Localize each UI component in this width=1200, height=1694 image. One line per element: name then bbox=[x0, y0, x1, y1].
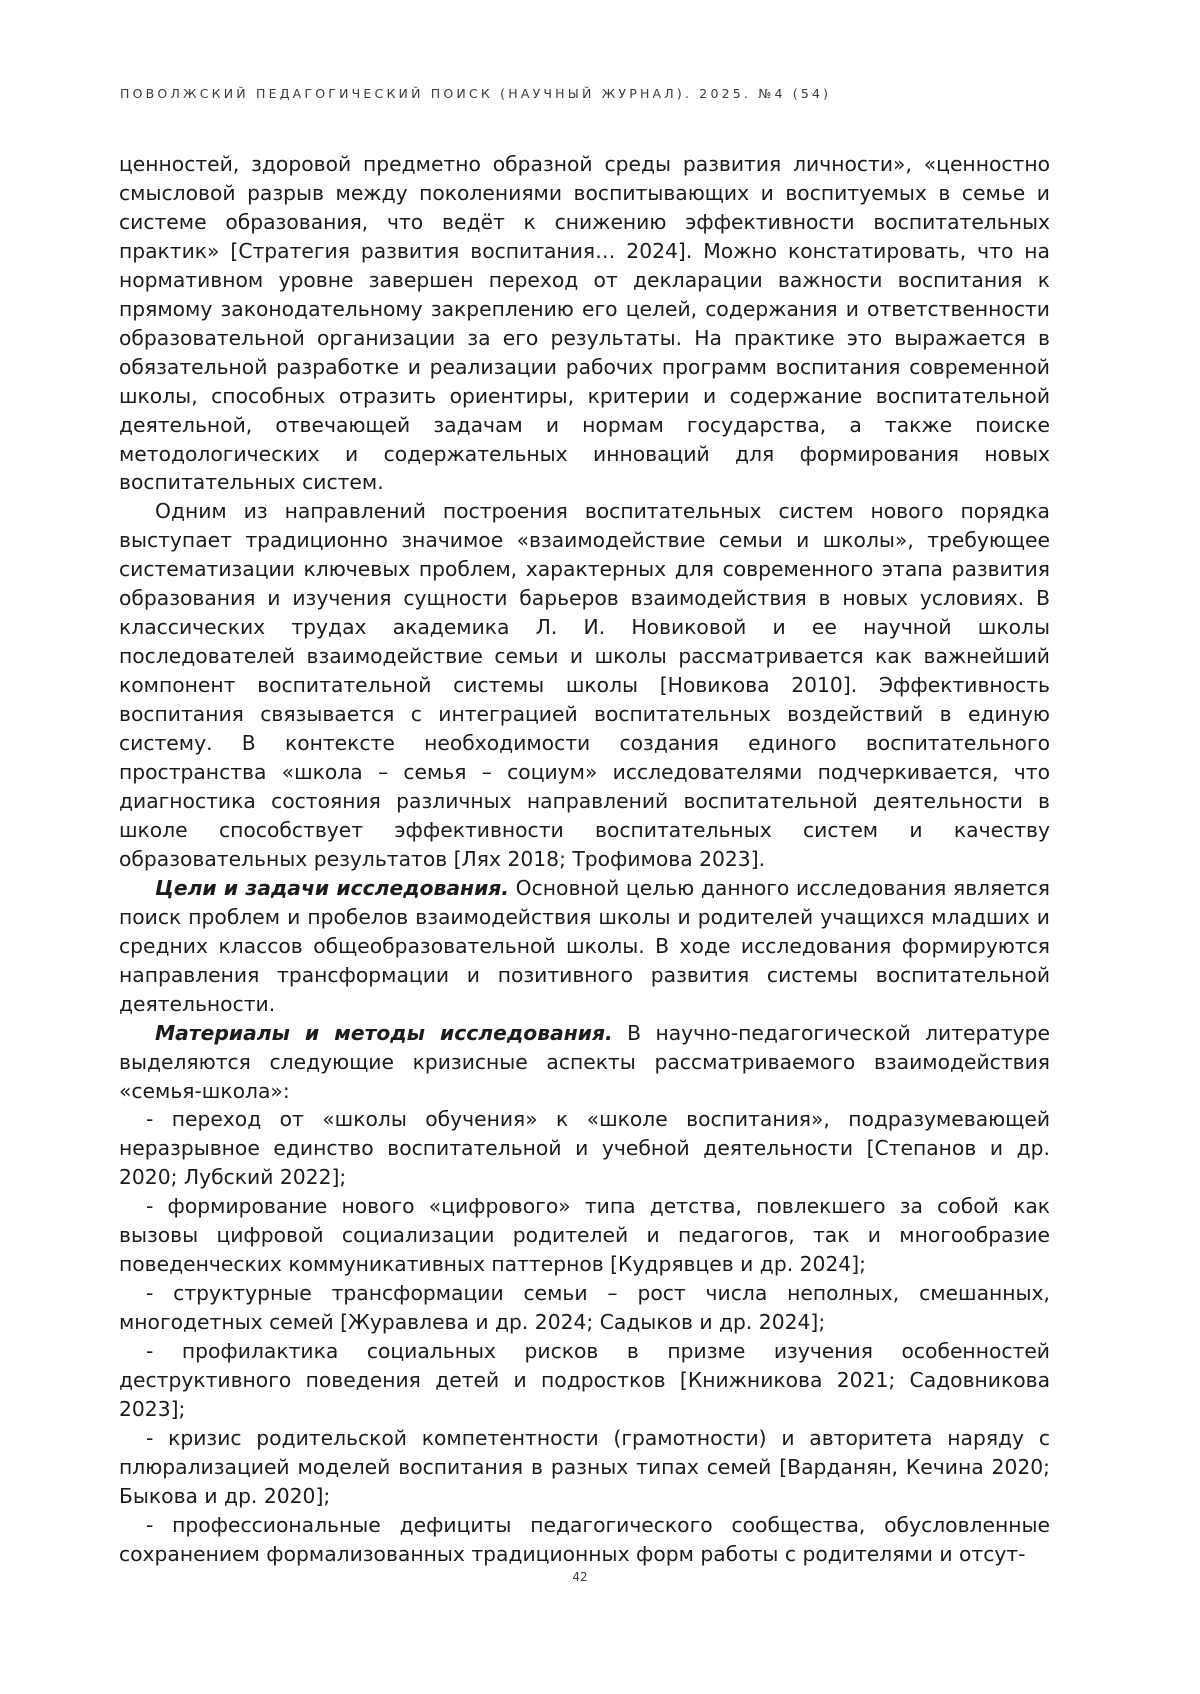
paragraph-continuation: ценностей, здоровой предметно образной среды развития личности», «ценностно смысловой разрыв между поколениями воспитывающих и воспитуемых в семье и системе образования, что ведёт к снижению эффективности воспитательных практик» [Стратегия развития воспитания… 2024]. Можно констатировать, что на нормативном уровне завершен переход от декларации важности воспитания к прямому законодательному закреплению его целей, содержания и ответственности образовательной организации за его результаты. На практике это выражается в обязательной разработке и реализации рабочих программ воспитания современной школы, способных отразить ориентиры, критерии и содержание воспитательной деятельной, отвечающей задачам и нормам государства, а также поиске методологических и содержательных инноваций для формирования новых воспитательных систем. bbox=[119, 152, 1050, 495]
paragraph-methods-text: В научно-педагогической литературе выделяются следующие кризисные аспекты рассматриваемого взаимодействия «семья-школа»: bbox=[119, 1020, 1050, 1103]
paragraph-family-school-interaction: Одним из направлений построения воспитательных систем нового порядка выступает традиционно значимое «взаимодействие семьи и школы», требующее систематизации ключевых проблем, характерных для современного этапа развития образования и изучения сущности барьеров взаимодействия в новых условиях. В классических трудах академика Л. И. Новиковой и ее научной школы последователей взаимодействие семьи и школы рассматривается как важнейший компонент воспитательной системы школы [Новикова 2010]. Эффективность воспитания связывается с интеграцией воспитательных воздействий в единую систему. В контексте необходимости создания единого воспитательного пространства «школа – семья – социум» исследователями подчеркивается, что диагностика состояния различных направлений воспитательной деятельности в школе способствует эффективности воспитательных систем и качеству образовательных результатов [Лях 2018; Трофимова 2023]. bbox=[119, 499, 1050, 871]
list-item: - профилактика социальных рисков в призме изучения особенностей деструктивного поведения детей и подростков [Книжникова 2021; Садовникова 2023]; bbox=[119, 1339, 1050, 1421]
paragraph-goals bbox=[119, 874, 1050, 1019]
section-title-goals: Цели и задачи исследования. bbox=[155, 875, 510, 900]
list-item: - профессиональные дефициты педагогического сообщества, обусловленные сохранением формализованных традиционных форм работы с родителями и отсут- bbox=[119, 1512, 1050, 1566]
list-item: - кризис родительской компетентности (грамотности) и авторитета наряду с плюрализацией моделей воспитания в разных типах семей [Варданян, Кечина 2020; Быкова и др. 2020]; bbox=[119, 1425, 1050, 1508]
page-number: 42 bbox=[572, 1570, 588, 1584]
list-item: - структурные трансформации семьи – рост числа неполных, смешанных, многодетных семей [Журавлева и др. 2024; Садыков и др. 2024]; bbox=[119, 1281, 1050, 1335]
paragraph-goals-text: Основной целью данного исследования является поиск проблем и пробелов взаимодействия школы и родителей учащихся младших и средних классов общеобразовательной школы. В ходе исследования формируются направления трансформации и позитивного развития системы воспитательной деятельности. bbox=[119, 875, 1050, 1016]
article-body bbox=[119, 150, 1050, 1569]
section-title-methods: Материалы и методы исследования. bbox=[155, 1020, 613, 1045]
running-header: ПОВОЛЖСКИЙ ПЕДАГОГИЧЕСКИЙ ПОИСК (НАУЧНЫЙ ЖУРНАЛ). 2025. №4 (54) bbox=[120, 86, 832, 101]
paragraph-methods bbox=[119, 1019, 1050, 1106]
list-item: - переход от «школы обучения» к «школе воспитания», подразумевающей неразрывное единство воспитательной и учебной деятельности [Степанов и др. 2020; Лубский 2022]; bbox=[119, 1107, 1050, 1190]
list-item: - формирование нового «цифрового» типа детства, повлекшего за собой как вызовы цифровой социализации родителей и педагогов, так и многообразие поведенческих коммуникативных паттернов [Кудрявцев и др. 2024]; bbox=[119, 1194, 1050, 1277]
